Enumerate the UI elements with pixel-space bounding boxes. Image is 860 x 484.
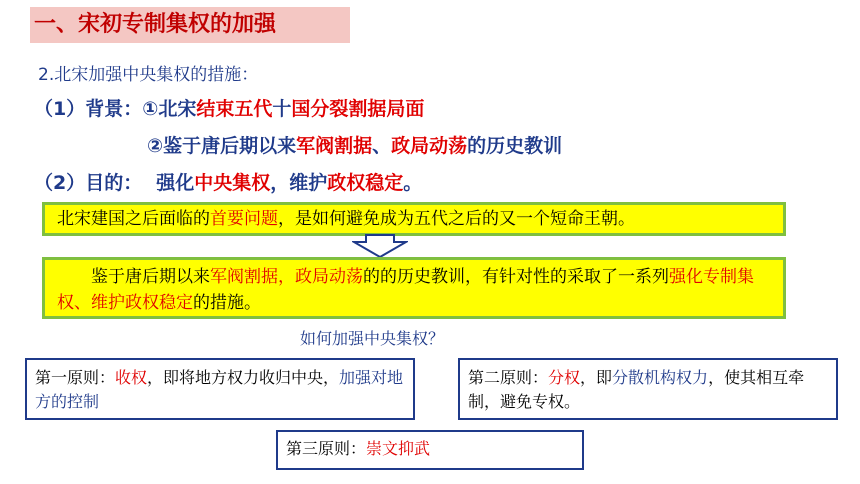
principle-1-blue: 加强对地方的控制	[35, 368, 404, 411]
question-text: 如何加强中央集权？	[300, 329, 445, 348]
box2-pre: 鉴于唐后期以来	[91, 267, 210, 287]
principle-3-label: 第三原则：	[286, 439, 367, 458]
principle-2-label: 第二原则：	[468, 368, 549, 387]
box2-post: 的措施。	[193, 293, 261, 313]
background-item1-prefix: ①北宋	[142, 98, 197, 120]
section-title: 一、宋初专制集权的加强	[30, 7, 350, 43]
principle-2-rest: ，即	[580, 368, 613, 387]
purpose-line	[34, 168, 422, 195]
box2-mid: 的的历史教训，有针对性的采取了一系列	[363, 267, 669, 287]
historical-lesson-box	[42, 257, 786, 319]
purpose-pre: 强化	[156, 172, 195, 194]
background-item1-red1: 结束五代	[196, 98, 273, 120]
key-problem-box	[42, 202, 786, 236]
purpose-end: 。	[403, 172, 423, 194]
principle-2-rest2: ，使其相互牵制，避免专权。	[468, 368, 805, 411]
background-item2-red1: 军阀割据	[296, 135, 373, 157]
background-item1-mid: 十	[272, 98, 292, 120]
principle-3-key: 崇文抑武	[366, 439, 431, 458]
box1-red: 首要问题	[210, 209, 278, 229]
down-arrow-icon	[352, 234, 408, 258]
purpose-red2: 政权稳定	[327, 172, 404, 194]
principle-1-key: 收权	[115, 368, 148, 387]
box2-red2: 强化专制集权、维护政权稳定	[57, 267, 754, 313]
principle-2-blue: 分散机构权力	[612, 368, 709, 387]
purpose-label: （2）目的：	[34, 172, 143, 194]
principle-card-2	[458, 358, 838, 420]
principle-1-rest: ，即将地方权力收归中央，	[147, 368, 340, 387]
background-line-1	[34, 94, 424, 121]
background-line-2	[147, 131, 562, 158]
principle-card-1	[25, 358, 415, 420]
box1-tail: 短命王朝。	[550, 209, 635, 229]
background-item2-mid: 、	[372, 135, 392, 157]
box2-red1: 军阀割据，政局动荡	[210, 267, 363, 287]
background-label: （1）背景：	[34, 98, 143, 120]
box1-pre: 北宋建国之后面临的	[57, 209, 210, 229]
measures-subtitle: 2.北宋加强中央集权的措施：	[38, 65, 259, 85]
background-item2-red2: 政局动荡	[391, 135, 468, 157]
purpose-red1: 中央集权	[194, 172, 271, 194]
purpose-mid: ，维护	[270, 172, 328, 194]
background-item1-red2: 国分裂割据局面	[291, 98, 425, 120]
background-item2-suffix: 的历史教训	[467, 135, 563, 157]
box1-post: ，是如何避免成为五代之后的又一个	[278, 209, 550, 229]
principle-card-3	[276, 430, 584, 470]
principle-2-key: 分权	[548, 368, 581, 387]
background-item2-prefix: ②鉴于唐后期以来	[147, 135, 297, 157]
principle-1-label: 第一原则：	[35, 368, 116, 387]
